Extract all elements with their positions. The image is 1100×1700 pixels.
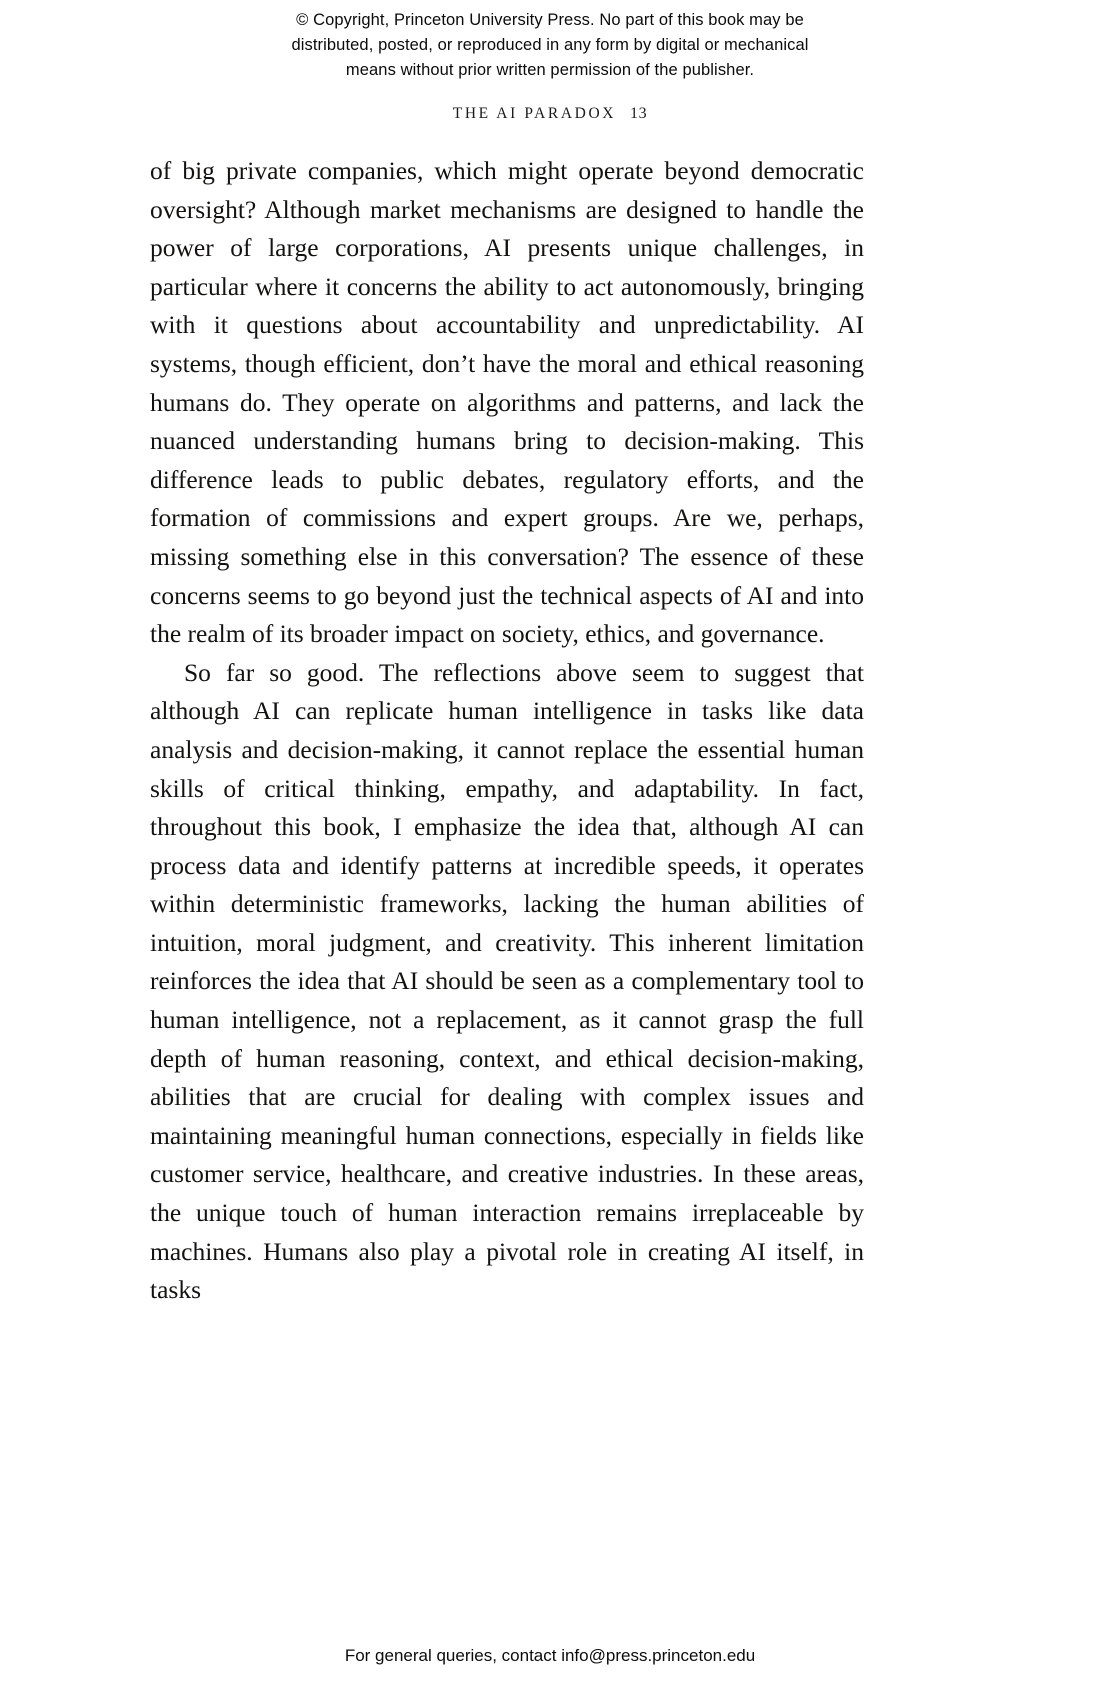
running-head xyxy=(0,105,1100,123)
footer-note: For general queries, contact info@press.princeton.edu xyxy=(344,1646,756,1665)
copyright-line-2: distributed, posted, or reproduced in any form by digital or mechanical xyxy=(291,35,809,54)
copyright-notice xyxy=(0,8,1100,82)
paragraph-1: of big private companies, which might operate beyond democratic oversight? Although market mechanisms are designed to handle the power of large corporations, AI presents unique challenges, in particular where it concerns the ability to act autonomously, bringing with it questions about accountability and unpredictability. AI systems, though efficient, don’t have the moral and ethical reasoning humans do. They operate on algorithms and patterns, and lack the nuanced understanding humans bring to decision-making. This difference leads to public debates, regulatory efforts, and the formation of commissions and expert groups. Are we, perhaps, missing something else in this conversation? The essence of these concerns seems to go beyond just the technical aspects of AI and into the realm of its broader impact on society, ethics, and governance. xyxy=(150,156,864,649)
running-head-title: THE AI PARADOX xyxy=(452,105,617,122)
body-text xyxy=(150,152,864,1310)
copyright-line-1: © Copyright, Princeton University Press. No part of this book may be xyxy=(296,11,804,29)
copyright-line-3: means without prior written permission of the publisher. xyxy=(345,60,755,79)
paragraph-2: So far so good. The reflections above seem to suggest that although AI can replicate human intelligence in tasks like data analysis and decision-making, it cannot replace the essential human skills of critical thinking, empathy, and adaptability. In fact, throughout this book, I emphasize the idea that, although AI can process data and identify patterns at incredible speeds, it operates within deterministic frameworks, lacking the human abilities of intuition, moral judgment, and creativity. This inherent limitation reinforces the idea that AI should be seen as a complementary tool to human intelligence, not a replacement, as it cannot grasp the full depth of human reasoning, context, and ethical decision-making, abilities that are crucial for dealing with complex issues and maintaining meaningful human connections, especially in fields like customer service, healthcare, and creative industries. In these areas, the unique touch of human interaction remains irreplaceable by machines. Humans also play a pivotal role in creating AI itself, in tasks xyxy=(150,657,864,1305)
page-number: 13 xyxy=(630,105,648,122)
